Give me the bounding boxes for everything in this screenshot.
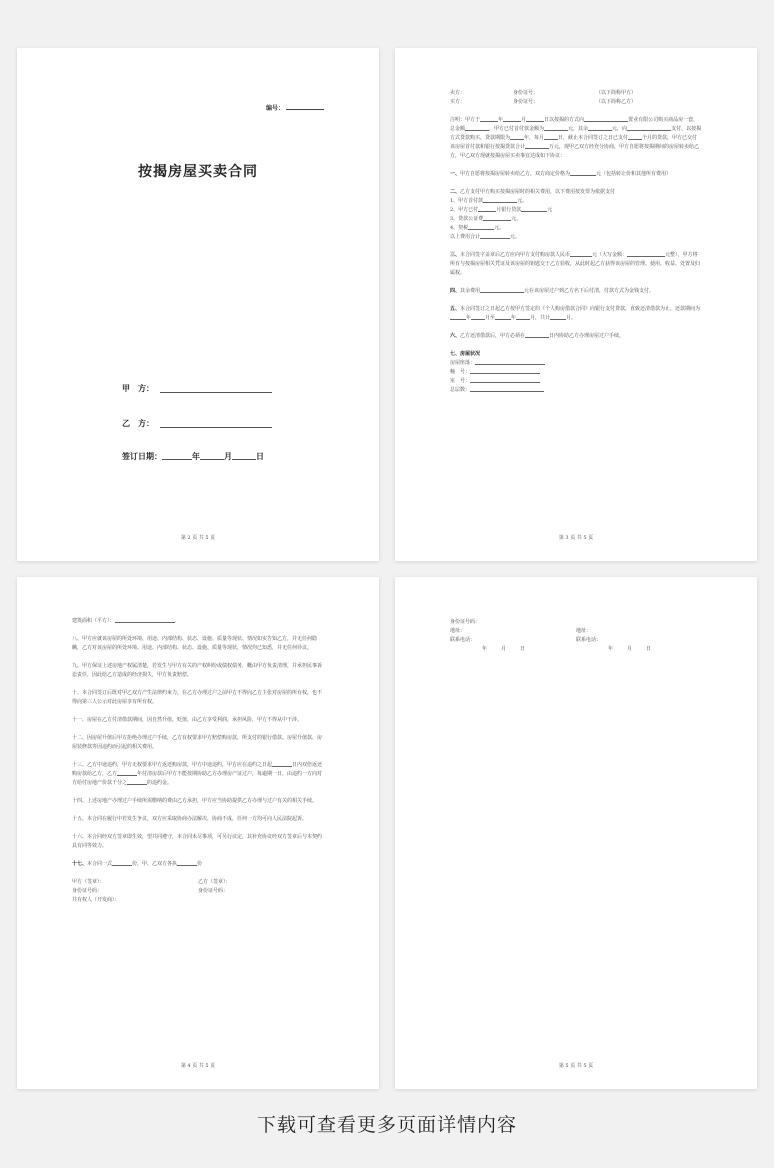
day-label: 日	[256, 451, 264, 461]
clause-17	[72, 860, 324, 869]
contract-number-label: 编号：	[265, 105, 284, 112]
clause-number: 二、	[450, 189, 461, 195]
seller-label: 卖方：	[450, 90, 466, 96]
phone-row	[450, 636, 702, 645]
clause-text: 甲方自愿将按揭房屋转卖给乙方，双方商定价格为	[460, 171, 571, 177]
party-b-line	[122, 418, 272, 429]
clause-text: 本合同签字盖章后乙方应向甲方支付购房款人民币	[460, 252, 571, 258]
clause-5	[450, 305, 702, 323]
clause-text: 日内协助乙方办理房屋过户手续。	[549, 333, 625, 339]
clause-9: 九、甲方保证上述房地产权属清楚，若发生与甲方有关的产权纠纷或债权债务，概由甲方负责清理，并承担民事诉讼责任，因此给乙方造成的经济损失，甲方负责赔偿。	[72, 663, 323, 678]
seller-note: （以下简称甲方）	[596, 90, 637, 96]
month-label: 月	[224, 451, 232, 461]
clause-text: 元整），甲方将所有与按揭房屋相关凭证及该房屋的钥匙交于乙方验收，从此时起乙方获得该房屋的管理、使用、收益、处置及归属权。	[450, 252, 701, 276]
clause-text: 年	[466, 315, 472, 321]
page-4	[17, 577, 379, 1089]
clause-text: 份	[197, 861, 203, 867]
signature-row	[72, 878, 324, 887]
sign-date-label: 签订日期：	[122, 451, 162, 461]
fee-label: 以上费用合计	[450, 234, 481, 240]
clause-text: 元（包括转让价和其他所有费用）	[596, 171, 672, 177]
fee-unit: 元。	[510, 234, 521, 240]
clause-14: 十四、上述房地产办理过户手续所需缴纳的费由乙方承担，甲方应当协助提供乙方办理与过户有关的相关手续。	[72, 798, 318, 804]
clause-text: 其余费用	[460, 288, 481, 294]
id-a-label: 身份证号码：	[72, 888, 103, 894]
clause-7-title	[450, 350, 702, 359]
page-5-body	[450, 618, 702, 654]
clause-12: 十二、因房屋升值后甲方拒绝办理过户手续，乙方有权要求甲方赔偿购房款，所支付的银行借款、房屋升值款、房屋装修款等因违约而引起的相关费用。	[72, 735, 323, 750]
clause-text: 本合同签订之日起乙方按甲方签定的《个人购房借款合同》向银行支付贷款，直致还清借款为止，还款期间为	[460, 306, 701, 312]
clause-number: 四、	[450, 288, 461, 294]
page-3-body	[450, 89, 702, 395]
month-blank	[200, 459, 224, 460]
day-label: 日	[520, 646, 526, 652]
address-b-label: 地址：	[576, 628, 592, 634]
year-label: 年	[608, 646, 614, 652]
area-label: 建筑面积（平方）：	[72, 618, 115, 624]
intro-paragraph	[450, 116, 702, 161]
buyer-line	[450, 98, 702, 107]
house-item	[450, 359, 702, 368]
clause-1	[450, 170, 702, 179]
phone-b-label: 联系电话：	[576, 637, 602, 643]
page-number: 第 5 页 共 5 页	[558, 1063, 594, 1069]
year-label: 年	[192, 451, 200, 461]
page-4-body	[72, 617, 324, 905]
clause-text: 元（大写金额：	[592, 252, 628, 258]
clause-number: 十三、	[72, 762, 88, 768]
address-a-label: 地址：	[450, 628, 466, 634]
fee-label: 月银行贷款	[496, 207, 522, 213]
clause-16: 十六、本合同经双方签章即生效，望共同遵守，本合同未尽事项，可另行议定，其补充协议经双方签章后与本契约具有同等效力。	[72, 834, 323, 849]
fee-item	[450, 197, 702, 206]
party-a-label: 甲 方：	[122, 383, 154, 393]
intro-text: 元，其余	[568, 126, 589, 132]
page-number: 第 3 页 共 5 页	[558, 535, 594, 541]
clause-2	[450, 188, 702, 197]
fee-label: 2、甲方已付	[450, 207, 479, 213]
sign-a-label: 甲方（签章）：	[72, 879, 105, 885]
clause-number: 六、	[450, 333, 461, 339]
fee-item	[450, 224, 702, 233]
intro-text: 日，截止本合同签订之日已支付	[558, 135, 629, 141]
clause-text: 年	[511, 315, 517, 321]
clause-text: 本合同一式	[87, 861, 113, 867]
party-b-blank	[160, 427, 272, 428]
clause-4	[450, 287, 702, 296]
house-field-label: 幢 号：	[450, 369, 471, 375]
page-cover	[17, 48, 379, 561]
party-b-label: 乙 方：	[122, 418, 154, 428]
clause-13	[72, 761, 324, 788]
co-owner-line: 共有权人（开发商）：	[72, 897, 120, 903]
clause-text: 日内双倍返还购房款给乙方，乙方	[72, 762, 323, 777]
year-label: 年	[482, 646, 488, 652]
clause-number: 三、	[450, 252, 461, 258]
intro-text: 置业有限公司购买商品房一套，总金额	[450, 117, 699, 132]
fee-label: 1、甲方首付款	[450, 198, 484, 204]
intro-text: 月	[521, 117, 527, 123]
intro-text: 元，向	[612, 126, 628, 132]
buyer-note: （以下简称乙方）	[596, 99, 637, 105]
date-row	[450, 645, 702, 654]
clause-11: 十一、房屋在乙方付清借款期间，因自然升值，贬值，由乙方享受利润，承担风险，甲方不得从中干涉。	[72, 717, 303, 723]
house-item	[450, 377, 702, 386]
date-b	[576, 645, 702, 654]
intro-text: 个月的贷款，甲方已交付该房屋首付款和银行按揭贷款合计	[450, 135, 698, 150]
clause-text: 月，共计	[530, 315, 551, 321]
phone-a-label: 联系电话：	[450, 637, 476, 643]
fee-unit: 元。	[517, 198, 528, 204]
address-row	[450, 627, 702, 636]
fee-item	[450, 206, 702, 215]
clause-3	[450, 251, 702, 278]
clause-number: 五、	[450, 306, 461, 312]
date-a	[450, 645, 576, 654]
clause-text: 月。	[566, 315, 577, 321]
page-3	[395, 48, 757, 561]
fee-label: 3、贷款公证费	[450, 216, 484, 222]
party-a-blank	[160, 392, 272, 393]
area-line: 建筑面积（平方）： .	[72, 618, 177, 624]
contract-number	[266, 103, 324, 112]
party-a-line	[122, 383, 272, 394]
id-row	[72, 887, 324, 896]
sign-date-line	[122, 451, 264, 462]
intro-text: 年，每月	[524, 135, 545, 141]
clause-8: 八、甲方应就该房屋的所处环境、用途、内部结构、状态、设施、质量等现状、情况如实告知乙方，并无任何隐瞒，乙方对该房屋的所处环境、用途、内部结构、状态、设施、质量等现状、情况均已知悉，并无任何异议。	[72, 636, 318, 651]
clause-text: 月至	[485, 315, 496, 321]
clause-15: 十五、本合同在履行中若发生争议，双方应采取协商办法解决，协商不成，任何一方均可向人民法院起诉。	[72, 816, 308, 822]
clause-text: 乙方支付甲方购买按揭房屋时的相关费用，以下费用按发票为依据支付	[460, 189, 616, 195]
clause-number: 一、	[450, 171, 461, 177]
fee-item	[450, 215, 702, 224]
clause-text: 的违约金。	[147, 780, 173, 786]
sign-b-label: 乙方（签章）：	[198, 879, 231, 885]
buyer-id-label: 身份证号：	[513, 99, 539, 105]
fee-unit: 元	[547, 207, 553, 213]
day-blank	[232, 459, 256, 460]
clause-text: 乙方还清借款后，甲方必须在	[460, 333, 526, 339]
clause-text: 年付清房款后甲方不能按期协助乙方办理房产证过户，每逾期一日，由违约一方向对方给付房地产价款千分之	[72, 771, 323, 786]
fee-unit: 元。	[511, 216, 522, 222]
month-label: 月	[627, 646, 633, 652]
fee-label: 4、契税	[450, 225, 469, 231]
house-field-label: 室 号：	[450, 378, 471, 384]
fee-item	[450, 233, 702, 242]
buyer-label: 买方：	[450, 99, 466, 105]
clause-6	[450, 332, 702, 341]
clause-text: 乙方中途违约，甲方无权要求甲方返还购房款，甲方中途违约，甲方应在违约之日起	[87, 762, 273, 768]
house-field-label: 房屋座落：	[450, 360, 476, 366]
house-item	[450, 368, 702, 377]
clause-text: 元在该房屋过户到乙方名下后付清，付款方式为金钱支付。	[524, 288, 655, 294]
intro-text: 万元，现甲乙双方经充分协商，甲方自愿将按揭期间的房屋转卖给乙方，甲乙双方现就按揭房屋买卖事宜达成如下协议：	[450, 144, 700, 159]
id-line: 身份证号码：	[450, 619, 481, 625]
house-field-label: 总层数：	[450, 387, 471, 393]
clause-number: 十七、	[72, 861, 88, 867]
intro-text: 支付，以按揭方式贷款购买，贷款期限为	[450, 126, 702, 141]
page-number: 第 4 页 共 5 页	[180, 1063, 216, 1069]
contract-number-blank	[286, 109, 324, 110]
month-label: 月	[501, 646, 507, 652]
intro-text: 年	[498, 117, 504, 123]
download-caption: 下载可查看更多页面详情内容	[256, 1114, 517, 1136]
clause-heading: 七、房屋状况	[450, 351, 481, 357]
day-label: 日	[646, 646, 652, 652]
clause-text: 份，甲、乙双方各执	[132, 861, 178, 867]
fee-unit: 元。	[494, 225, 505, 231]
contract-title: 按揭房屋买卖合同	[138, 164, 258, 180]
intro-text: 注明：甲方于	[450, 117, 481, 123]
seller-line	[450, 89, 702, 98]
id-b-label: 身份证号码：	[198, 888, 229, 894]
seller-id-label: 身份证号：	[513, 90, 539, 96]
page-5	[395, 577, 757, 1089]
year-blank	[162, 459, 192, 460]
intro-text: 日以按揭的方式向	[544, 117, 585, 123]
intro-text: ，甲方已付首付款金额为	[489, 126, 545, 132]
page-number: 第 2 页 共 5 页	[180, 535, 216, 541]
clause-10: 十、本合同签订后既对甲乙双方产生法律约束力，在乙方办理过户之前甲方不得向乙方主张对房屋的所有权，也不得向第三人公示对此房屋享有所有权。	[72, 690, 323, 705]
house-item	[450, 386, 702, 395]
